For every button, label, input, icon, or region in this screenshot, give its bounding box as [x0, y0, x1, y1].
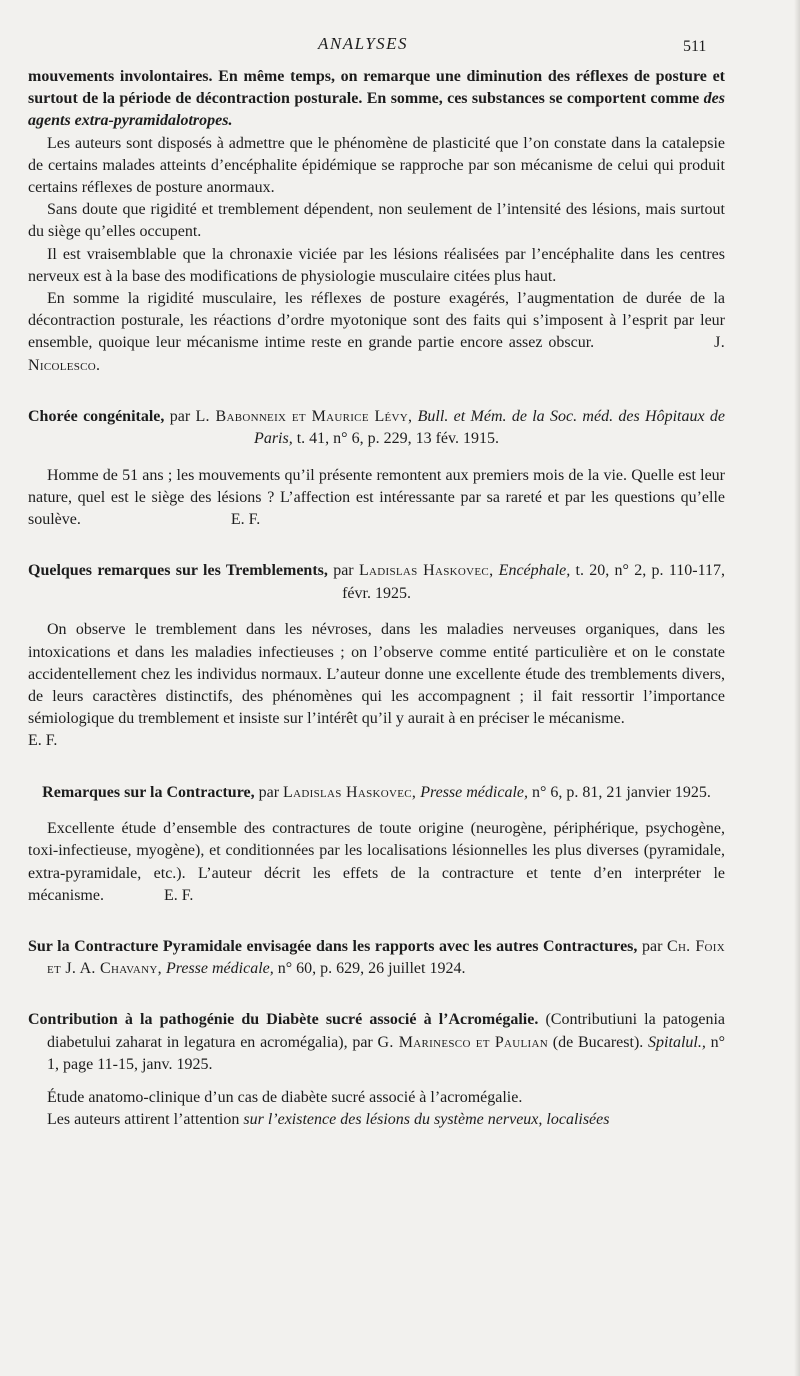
running-head [28, 30, 725, 66]
review-diabete [28, 1009, 725, 1131]
review-contracture-pyramidale [28, 936, 725, 980]
review-5-title [28, 1009, 725, 1076]
review-3-journal: Presse médicale, [416, 783, 528, 801]
review-5-body-2 [28, 1109, 725, 1131]
review-2-signature: E. F. [28, 732, 58, 750]
review-1-details: t. 41, n° 6, p. 229, 13 fév. 1915. [292, 430, 499, 448]
running-title: ANALYSES [318, 34, 409, 53]
review-1-body [28, 465, 725, 532]
review-5-details: n° 1, page 11-15, janv. 1925. [47, 1033, 725, 1073]
review-3-details: n° 6, p. 81, 21 janvier 1925. [528, 783, 711, 801]
review-5-body2-italic: sur l’existence des lésions du système nerveux, localisées [243, 1111, 610, 1129]
review-5-title-bold: Contribution à la pathogénie du Diabète sucré associé à l’Acromégalie. [28, 1011, 539, 1029]
review-2-body: On observe le tremblement dans les névroses, dans les maladies nerveuses organiques, dans les intoxications et dans les maladies infectieuses ; on l’observe comme entité particulière et on le constate accidentellement chez les individus normaux. L’auteur donne une excellente étude des tremblements divers, de leurs caractères distinctifs, des phénomènes qui les accompagnent ; il fait ressortir l’importance sémiologique du tremblement et insiste sur l’intérêt qu’il y aurait à en préciser le mécanisme. [28, 621, 725, 728]
review-2-title-bold: Quelques remarques sur les Tremblements, [28, 562, 328, 580]
review-tremblements [28, 560, 725, 752]
review-4-details: n° 60, p. 629, 26 juillet 1924. [273, 960, 466, 978]
review-chorée [28, 406, 725, 532]
review-2-title [28, 560, 725, 605]
intro-p5-text: En somme la rigidité musculaire, les réflexes de posture exagérés, l’augmentation de durée de la décontraction posturale, les réactions d’ordre myotonique sont des faits qui s’imposent à l’esprit par leur ensemble, quoique leur mécanisme intime reste en grande partie encore assez obscur. [28, 290, 725, 352]
review-3-body [28, 818, 725, 907]
review-3-by: par [254, 783, 284, 801]
review-1-by: par [164, 407, 196, 425]
review-2-details: t. 20, n° 2, p. 110-117, févr. 1925. [342, 562, 726, 602]
review-2-journal: Encéphale, [493, 562, 571, 580]
review-5-authors: G. Marinesco et Paulian [377, 1033, 549, 1051]
review-1-authors: L. Babonneix et Maurice Lévy, [195, 407, 413, 425]
review-5-subtitle: (Contributiuni la patogenia diabetului zaharat in legatura en acromégalia), par [47, 1011, 725, 1051]
review-3-authors: Ladislas Haskovec, [283, 783, 417, 801]
review-4-by: par [637, 937, 667, 955]
intro-signature: J. Nicolesco. [28, 334, 725, 374]
review-3-body-text: Excellente étude d’ensemble des contractures de toute origine (neurogène, périphérique, psychogène, toxi-infectieuse, myogène), et conditionnées par les localisations lésionnelles les plus diverses (pyramidale, extra-pyramidale, etc.). L’auteur décrit les effets de la contracture et tente d’en interpréter le mécanisme. [28, 820, 725, 904]
review-4-authors: Ch. Foix et J. A. Chavany, [47, 937, 725, 978]
review-1-journal: Bull. et Mém. de la Soc. méd. des Hôpitaux de Paris, [254, 407, 726, 448]
review-5-details-a: (de Bucarest). [548, 1033, 649, 1051]
intro-paragraph-2: Les auteurs sont disposés à admettre que le phénomène de plasticité que l’on constate dans la catalepsie de certains malades atteints d’encéphalite épidémique se rapproche par son mécanisme de celui qui produit certains réflexes de posture anormaux. [28, 134, 725, 197]
review-4-journal: Presse médicale, [161, 960, 274, 978]
review-4-title [28, 936, 725, 980]
review-5-journal: Spitalul., [648, 1033, 706, 1051]
journal-page [28, 30, 725, 1131]
review-4-title-bold: Sur la Contracture Pyramidale envisagée dans les rapports avec les autres Contractures, [28, 937, 638, 955]
intro-p1-text: mouvements involontaires. En même temps, on remarque une diminution des réflexes de posture et surtout de la période de décontraction posturale. En somme, ces substances se comportent comme [28, 68, 725, 108]
intro-p1-italic: des agents extra-pyramidalotropes. [28, 90, 725, 130]
intro-paragraph-4: Il est vraisemblable que la chronaxie viciée par les lésions réalisées par l’encéphalite dans les centres nerveux est à la base des modifications de physiologie musculaire citées plus haut. [28, 245, 725, 285]
intro-paragraph-5 [28, 288, 725, 377]
review-contracture [28, 782, 725, 907]
review-1-title-bold: Chorée congénitale, [28, 407, 165, 425]
review-2-by: par [327, 562, 359, 580]
intro-paragraph-1 [28, 66, 725, 133]
page-number: 511 [683, 38, 707, 55]
review-3-title-bold: Remarques sur la Contracture, [42, 783, 255, 801]
review-3-title [28, 782, 725, 805]
page-edge-shadow [794, 0, 800, 1376]
review-3-signature: E. F. [163, 886, 194, 904]
intro-paragraph-3: Sans doute que rigidité et tremblement dépendent, non seulement de l’intensité des lésions, mais surtout du siège qu’elles occupent. [28, 201, 725, 241]
review-1-signature: E. F. [230, 511, 261, 529]
intro-section [28, 66, 725, 377]
review-1-body-text: Homme de 51 ans ; les mouvements qu’il présente remontent aux premiers mois de la vie. Quelle est leur nature, quel est le siège des lésions ? L’affection est intéressante par sa rareté et par les questions qu’elle soulève. [28, 466, 725, 529]
review-5-body-1: Étude anatomo-clinique d’un cas de diabète sucré associé à l’acromégalie. [47, 1089, 523, 1106]
review-5-body2-text: Les auteurs attirent l’attention [47, 1111, 244, 1129]
review-1-title [28, 406, 725, 451]
review-2-authors: Ladislas Haskovec, [358, 562, 494, 580]
